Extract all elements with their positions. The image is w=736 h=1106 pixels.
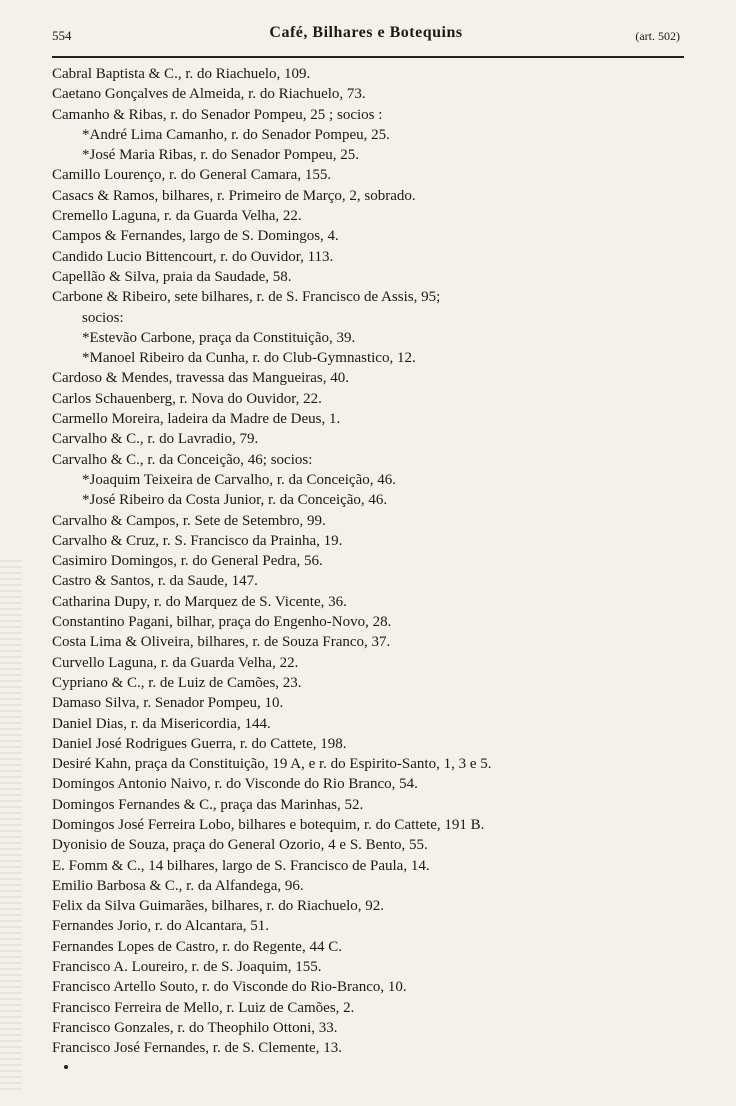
directory-entry: Carlos Schauenberg, r. Nova do Ouvidor, 22.	[52, 390, 322, 407]
directory-entry: Carmello Moreira, ladeira da Madre de Deus, 1.	[52, 411, 341, 428]
page-edge-shadow	[0, 560, 22, 1090]
partner-entry: *Estevão Carbone, praça da Constituição, 39.	[82, 329, 356, 346]
partner-entry: *José Maria Ribas, r. do Senador Pompeu, 25.	[82, 147, 360, 164]
directory-entry: Domingos Antonio Naivo, r. do Visconde do Rio Branco, 54.	[52, 776, 418, 793]
directory-entry: Domingos José Ferreira Lobo, bilhares e botequim, r. do Cattete, 191 B.	[52, 816, 485, 833]
directory-entry: Dyonisio de Souza, praça do General Ozorio, 4 e S. Bento, 55.	[52, 837, 428, 854]
directory-entry: Francisco Gonzales, r. do Theophilo Ottoni, 33.	[52, 1019, 338, 1036]
margin-dot	[64, 1065, 68, 1069]
directory-entry: Candido Lucio Bittencourt, r. do Ouvidor, 113.	[52, 248, 334, 265]
directory-entry: Cypriano & C., r. de Luiz de Camões, 23.	[52, 674, 302, 691]
directory-entry: Catharina Dupy, r. do Marquez de S. Vicente, 36.	[52, 593, 347, 610]
directory-entry: Carvalho & Campos, r. Sete de Setembro, 99.	[52, 512, 326, 529]
directory-entry: Cardoso & Mendes, travessa das Mangueiras, 40.	[52, 370, 350, 387]
directory-entry: Campos & Fernandes, largo de S. Domingos, 4.	[52, 228, 339, 245]
directory-entry: Camillo Lourenço, r. do General Camara, 155.	[52, 167, 332, 184]
directory-entry: Capellão & Silva, praia da Saudade, 58.	[52, 268, 292, 285]
header-rule	[52, 56, 684, 58]
directory-entry: Carbone & Ribeiro, sete bilhares, r. de S. Francisco de Assis, 95;	[52, 289, 441, 306]
directory-entry: Daniel José Rodrigues Guerra, r. do Cattete, 198.	[52, 735, 347, 752]
directory-entry: Fernandes Lopes de Castro, r. do Regente, 44 C.	[52, 938, 342, 955]
directory-entry: Carvalho & C., r. do Lavradio, 79.	[52, 431, 259, 448]
directory-entry: Carvalho & C., r. da Conceição, 46; socios:	[52, 451, 313, 468]
directory-entry: Fernandes Jorio, r. do Alcantara, 51.	[52, 918, 270, 935]
directory-entry: Damaso Silva, r. Senador Pompeu, 10.	[52, 695, 284, 712]
directory-entry: Cremello Laguna, r. da Guarda Velha, 22.	[52, 208, 302, 225]
directory-entry: Casimiro Domingos, r. do General Pedra, 56.	[52, 553, 323, 570]
partner-entry: *Joaquim Teixeira de Carvalho, r. da Conceição, 46.	[82, 471, 396, 488]
directory-entry: Caetano Gonçalves de Almeida, r. do Riachuelo, 73.	[52, 86, 366, 103]
page-header	[52, 22, 680, 50]
directory-entry: Carvalho & Cruz, r. S. Francisco da Prainha, 19.	[52, 532, 343, 549]
directory-entry: Casacs & Ramos, bilhares, r. Primeiro de Março, 2, sobrado.	[52, 187, 416, 204]
directory-entry: Constantino Pagani, bilhar, praça do Engenho-Novo, 28.	[52, 614, 392, 631]
directory-entry: Francisco Artello Souto, r. do Visconde do Rio-Branco, 10.	[52, 979, 407, 996]
directory-entry: Camanho & Ribas, r. do Senador Pompeu, 25 ; socios :	[52, 106, 383, 123]
partner-entry: *José Ribeiro da Costa Junior, r. da Conceição, 46.	[82, 492, 388, 509]
entry-list	[52, 64, 688, 1059]
directory-entry: Francisco José Fernandes, r. de S. Clemente, 13.	[52, 1040, 342, 1057]
directory-entry: Emilio Barbosa & C., r. da Alfandega, 96.	[52, 877, 304, 894]
partner-entry: *Manoel Ribeiro da Cunha, r. do Club-Gymnastico, 12.	[82, 350, 416, 367]
directory-entry: Cabral Baptista & C., r. do Riachuelo, 109.	[52, 66, 311, 82]
directory-entry: Francisco A. Loureiro, r. de S. Joaquim, 155.	[52, 959, 322, 976]
directory-entry: Daniel Dias, r. da Misericordia, 144.	[52, 715, 271, 732]
directory-entry: E. Fomm & C., 14 bilhares, largo de S. Francisco de Paula, 14.	[52, 857, 430, 874]
page-number: 554	[52, 28, 72, 43]
directory-entry: Castro & Santos, r. da Saude, 147.	[52, 573, 258, 590]
entry-continuation: socios:	[82, 309, 124, 326]
running-title: Café, Bilhares e Botequins	[269, 24, 463, 41]
directory-entry: Felix da Silva Guimarães, bilhares, r. do Riachuelo, 92.	[52, 898, 385, 915]
directory-entry: Costa Lima & Oliveira, bilhares, r. de Souza Franco, 37.	[52, 634, 391, 651]
directory-entry: Domingos Fernandes & C., praça das Marinhas, 52.	[52, 796, 364, 813]
directory-entry: Desiré Kahn, praça da Constituição, 19 A, e r. do Espirito-Santo, 1, 3 e 5.	[52, 756, 492, 773]
partner-entry: *André Lima Camanho, r. do Senador Pompeu, 25.	[82, 126, 390, 143]
section-reference: (art. 502)	[635, 29, 680, 43]
directory-entry: Curvello Laguna, r. da Guarda Velha, 22.	[52, 654, 299, 671]
directory-entry: Francisco Ferreira de Mello, r. Luiz de Camões, 2.	[52, 999, 355, 1016]
